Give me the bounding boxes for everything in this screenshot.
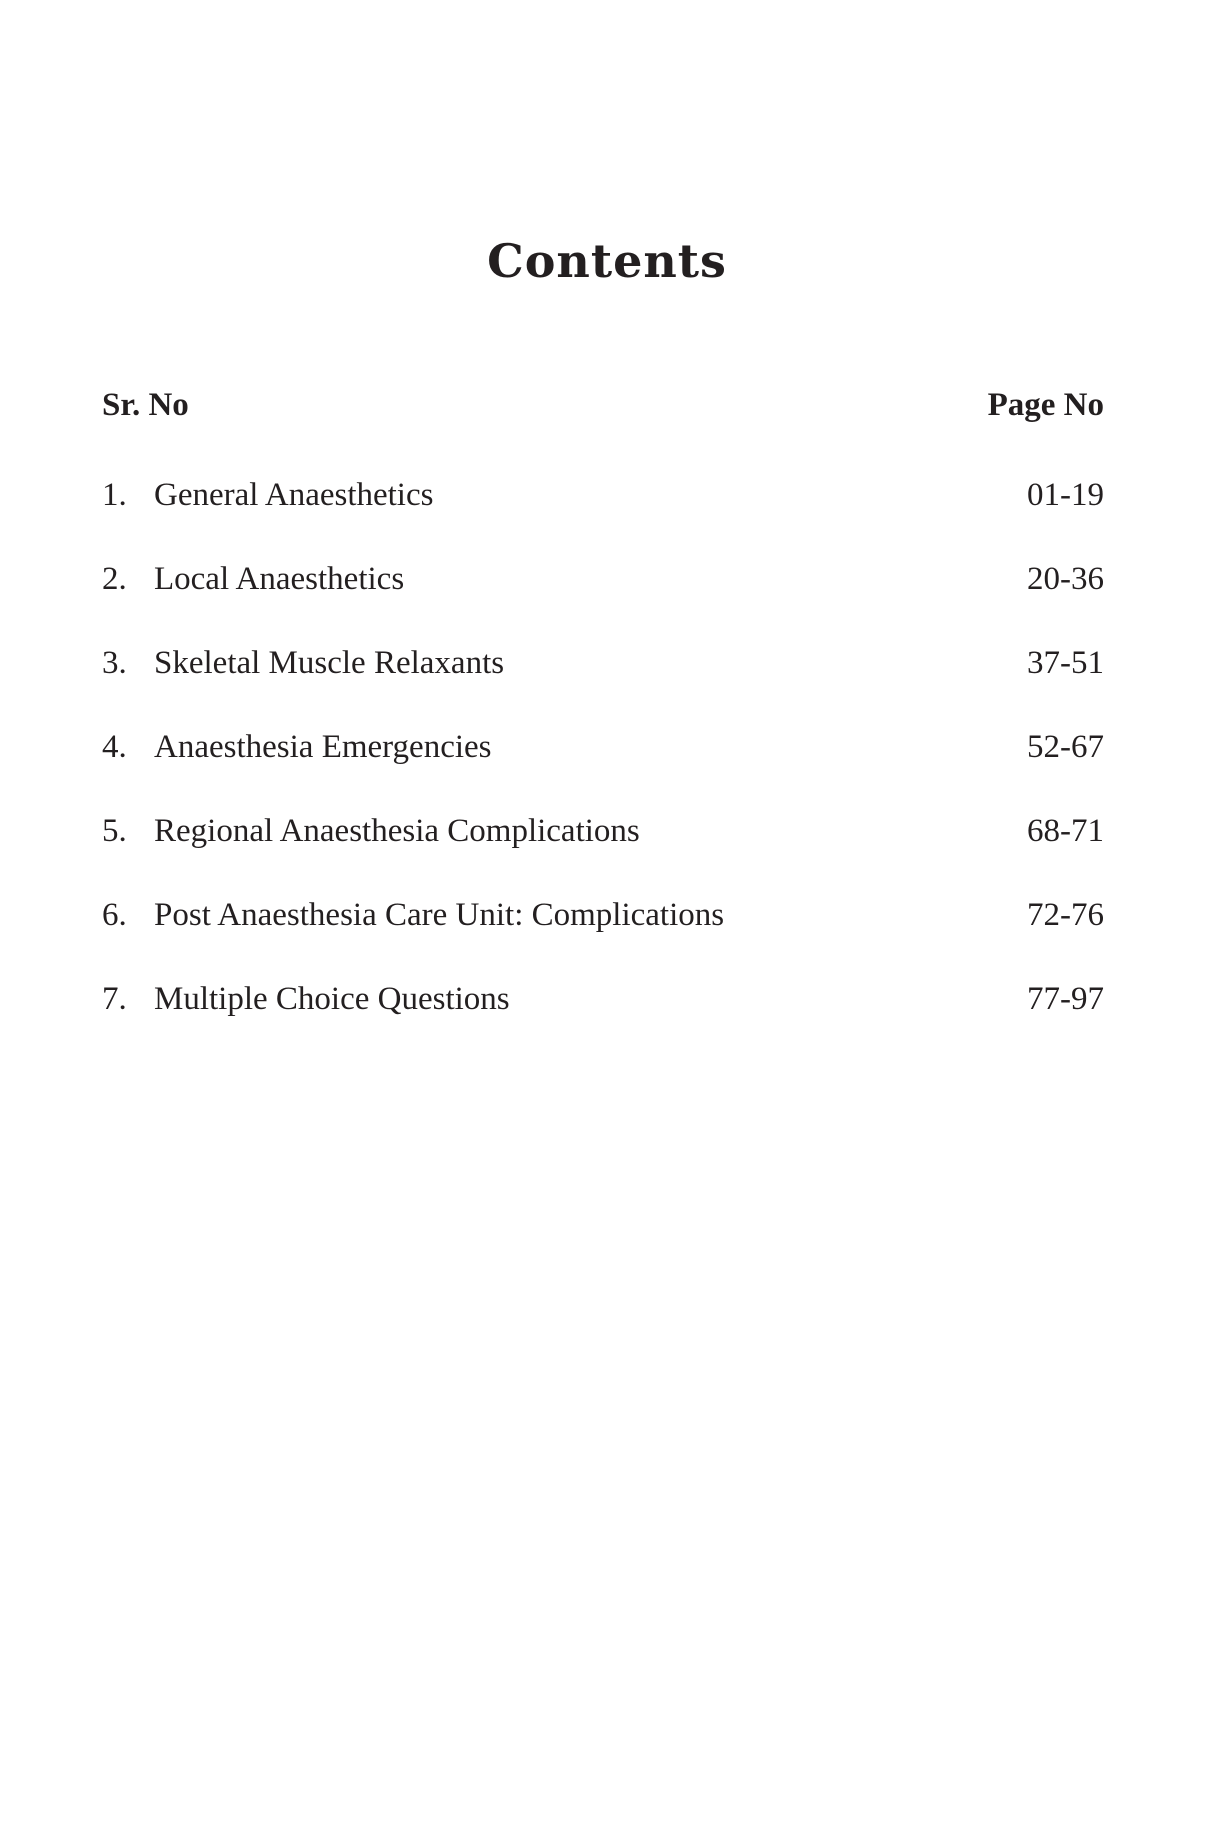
entry-title: Post Anaesthesia Care Unit: Complications <box>154 897 725 933</box>
toc-entry <box>102 974 1104 1058</box>
toc-entry <box>102 806 1104 890</box>
entry-title: Local Anaesthetics <box>154 561 405 597</box>
entry-number: 3. <box>102 645 127 681</box>
toc-list <box>102 470 1104 1058</box>
entry-pages: 37-51 <box>1027 645 1104 681</box>
entry-pages: 68-71 <box>1027 813 1104 849</box>
entry-number: 6. <box>102 897 127 933</box>
entry-pages: 01-19 <box>1027 477 1104 513</box>
entry-number: 1. <box>102 477 127 513</box>
entry-pages: 20-36 <box>1027 561 1104 597</box>
entry-title: Regional Anaesthesia Complications <box>154 813 640 849</box>
page-title: Contents <box>487 234 727 288</box>
toc-entry <box>102 890 1104 974</box>
entry-title: Multiple Choice Questions <box>154 981 510 1017</box>
entry-pages: 52-67 <box>1027 729 1104 765</box>
entry-title: Skeletal Muscle Relaxants <box>154 645 505 681</box>
toc-header <box>102 380 1104 430</box>
entry-number: 7. <box>102 981 127 1017</box>
entry-number: 5. <box>102 813 127 849</box>
entry-title: General Anaesthetics <box>154 477 434 513</box>
toc-entry <box>102 638 1104 722</box>
entry-number: 4. <box>102 729 127 765</box>
entry-title: Anaesthesia Emergencies <box>154 729 492 765</box>
page-no-heading: Page No <box>987 387 1104 423</box>
entry-number: 2. <box>102 561 127 597</box>
entry-pages: 72-76 <box>1027 897 1104 933</box>
toc-entry <box>102 554 1104 638</box>
toc-entry <box>102 470 1104 554</box>
sr-no-heading: Sr. No <box>102 387 189 423</box>
table-of-contents <box>102 380 1104 1017</box>
entry-pages: 77-97 <box>1027 981 1104 1017</box>
toc-entry <box>102 722 1104 806</box>
